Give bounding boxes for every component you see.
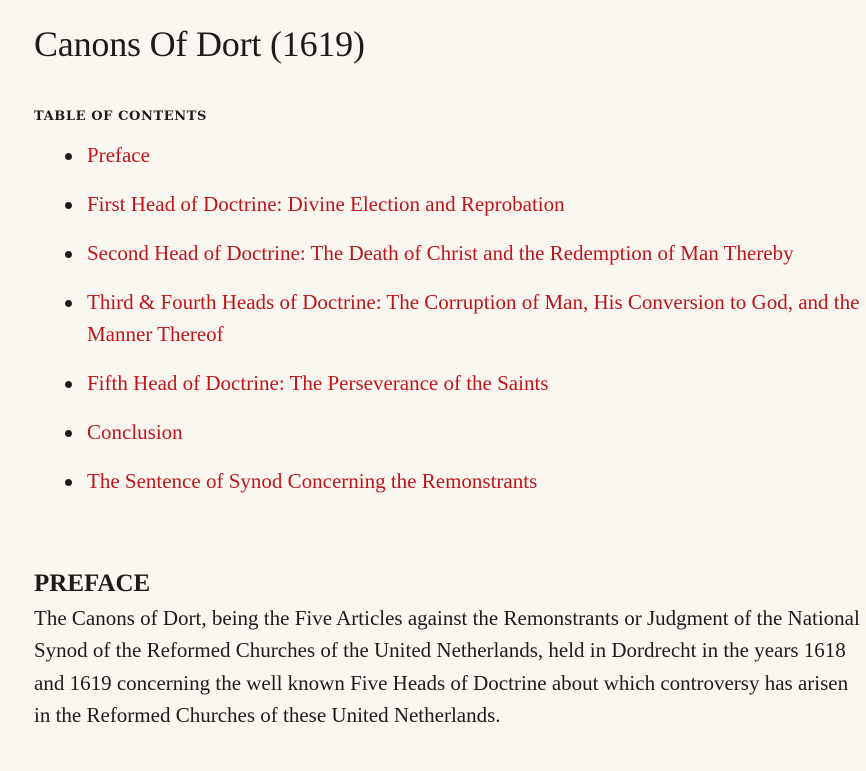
bullet-icon <box>65 300 72 307</box>
toc-item <box>34 367 864 399</box>
toc-item <box>34 139 864 171</box>
preface-paragraph: The Canons of Dort, being the Five Articles against the Remonstrants or Judgment of the National Synod of the Reformed Churches of the United Netherlands, held in Dordrecht in the years 1618 and 1619 concerning the well known Five Heads of Doctrine about which controversy has arisen in the Reformed Churches of these United Netherlands. <box>34 606 860 727</box>
bullet-icon <box>65 251 72 258</box>
toc-link-preface[interactable]: Preface <box>87 143 150 167</box>
toc-item <box>34 465 864 497</box>
table-of-contents <box>34 139 864 514</box>
toc-link-third-fourth-heads[interactable]: Third & Fourth Heads of Doctrine: The Corruption of Man, His Conversion to God, and the Manner Thereof <box>87 290 860 346</box>
toc-item <box>34 416 864 448</box>
section-heading-preface: PREFACE <box>34 570 151 597</box>
page-title: Canons Of Dort (1619) <box>34 24 365 64</box>
bullet-icon <box>65 381 72 388</box>
toc-link-fifth-head[interactable]: Fifth Head of Doctrine: The Perseverance of the Saints <box>87 371 549 395</box>
bullet-icon <box>65 202 72 209</box>
toc-link-conclusion[interactable]: Conclusion <box>87 420 183 444</box>
toc-link-sentence-of-synod[interactable]: The Sentence of Synod Concerning the Remonstrants <box>87 469 538 493</box>
toc-item <box>34 188 864 220</box>
bullet-icon <box>65 479 72 486</box>
toc-item <box>34 286 864 350</box>
toc-item <box>34 237 864 269</box>
toc-link-second-head[interactable]: Second Head of Doctrine: The Death of Christ and the Redemption of Man Thereby <box>87 241 794 265</box>
toc-link-first-head[interactable]: First Head of Doctrine: Divine Election and Reprobation <box>87 192 565 216</box>
toc-heading: TABLE OF CONTENTS <box>34 109 207 124</box>
bullet-icon <box>65 153 72 160</box>
bullet-icon <box>65 430 72 437</box>
